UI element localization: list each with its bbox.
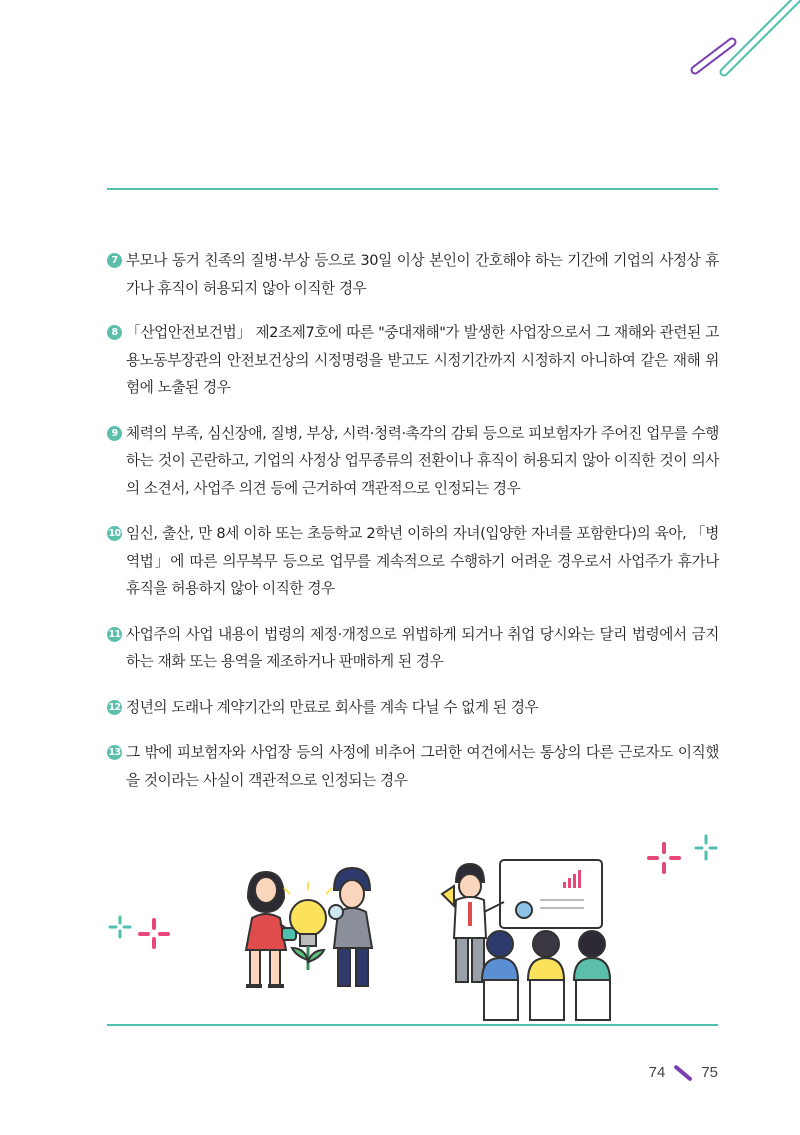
reason-list <box>107 247 719 812</box>
man-figure <box>329 868 372 986</box>
list-item <box>107 739 719 794</box>
page-separator <box>674 1064 693 1081</box>
sparkle-icon <box>110 836 716 947</box>
list-item <box>107 520 719 603</box>
page-number-left: 74 <box>648 1064 666 1081</box>
item-number: 11 <box>108 628 121 640</box>
list-item <box>107 319 719 402</box>
item-number: 10 <box>108 528 121 539</box>
paperclip-decoration <box>660 0 800 90</box>
list-item <box>107 420 719 503</box>
top-divider <box>107 188 718 190</box>
list-item <box>107 621 719 676</box>
item-text: 사업주의 사업 내용이 법령의 제정·개정으로 위법하게 되거나 취업 당시와는 달리 법령에서 금지하는 재화 또는 용역을 제조하거나 판매하게 된 경우 <box>126 625 719 670</box>
item-number: 9 <box>107 426 122 441</box>
list-item <box>107 247 719 302</box>
item-number: 8 <box>107 325 122 340</box>
item-text: 그 밖에 피보험자와 사업장 등의 사정에 비추어 그러한 여건에서는 통상의 다른 근로자도 이직했을 것이라는 사실이 객관적으로 인정되는 경우 <box>126 744 719 789</box>
item-number: 13 <box>108 747 121 758</box>
item-text: 「산업안전보건법」 제2조제7호에 따른 "중대재해"가 발생한 사업장으로서 그 재해와 관련된 고용노동부장관의 안전보건상의 시정명령을 받고도 시정기간까지 시정하지 아니하여 같은 재해 위험에 노출된 경우 <box>126 324 719 396</box>
illustration <box>0 820 800 1030</box>
item-number: 7 <box>107 253 122 268</box>
presentation-board <box>500 860 602 928</box>
page-numbers <box>649 1064 718 1081</box>
item-number: 12 <box>108 701 121 713</box>
item-text: 정년의 도래나 계약기간의 만료로 회사를 계속 다닐 수 없게 된 경우 <box>126 698 539 716</box>
audience-figure <box>482 931 610 1020</box>
bottom-divider <box>107 1024 718 1026</box>
item-text: 체력의 부족, 심신장애, 질병, 부상, 시력·청력·촉각의 감퇴 등으로 피보험자가 주어진 업무를 수행하는 것이 곤란하고, 기업의 사정상 업무종류의 전환이나 휴직이 허용되지 않아 이직한 것이 의사의 소견서, 사업주 의견 등에 근거하여 객관적으로 인정되는 경우 <box>126 424 719 497</box>
page-number-right: 75 <box>701 1064 718 1081</box>
megaphone-icon <box>442 886 454 906</box>
item-text: 부모나 동거 친족의 질병·부상 등으로 30일 이상 본인이 간호해야 하는 기간에 기업의 사정상 휴가나 휴직이 허용되지 않아 이직한 경우 <box>126 252 719 297</box>
lightbulb-icon <box>284 882 332 970</box>
list-item <box>107 694 719 722</box>
item-text: 임신, 출산, 만 8세 이하 또는 초등학교 2학년 이하의 자녀(입양한 자녀를 포함한다)의 육아, 「병역법」에 따른 의무복무 등으로 업무를 계속적으로 수행하기 어려운 경우로서 사업주가 휴가나 휴직을 허용하지 않아 이직한 경우 <box>126 525 719 597</box>
